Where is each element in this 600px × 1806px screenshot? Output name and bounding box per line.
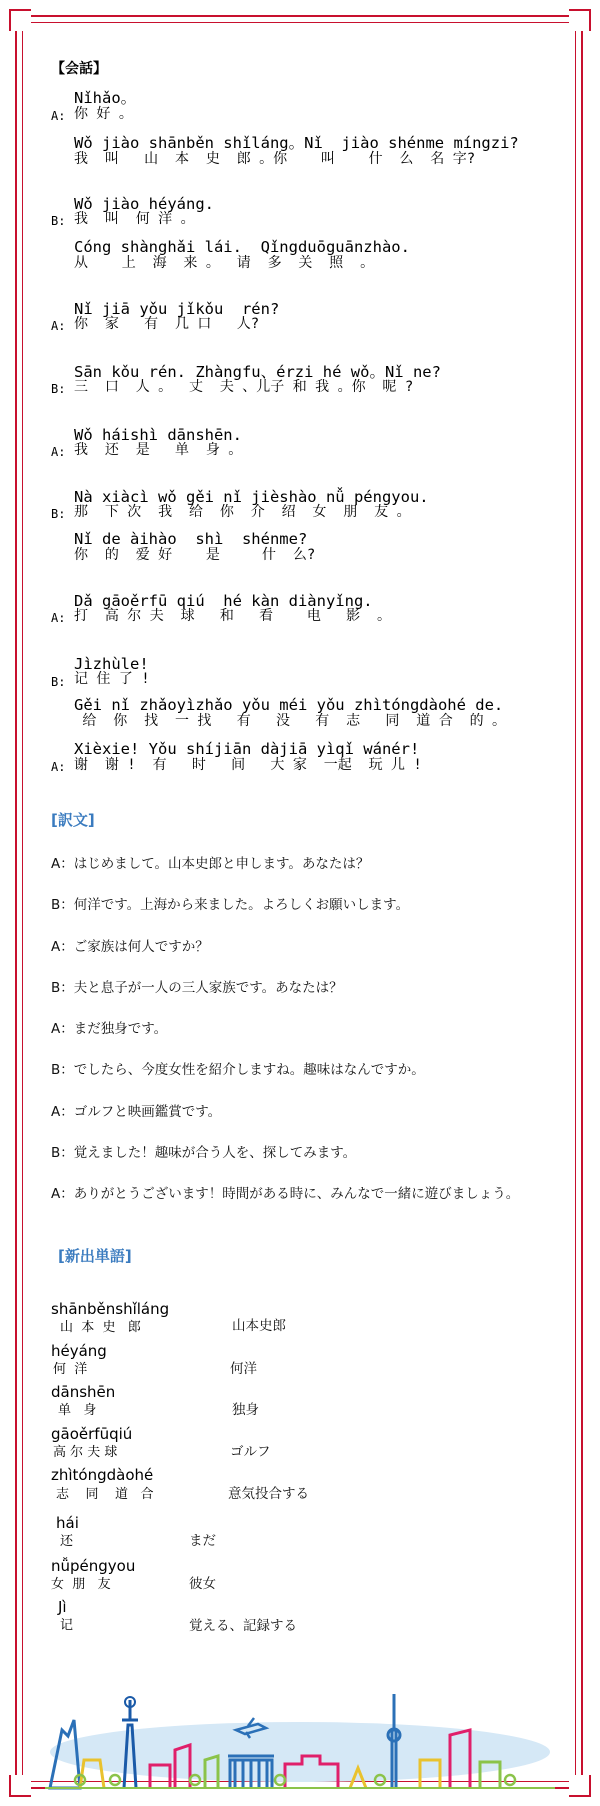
vocab-meaning: 覚える、記録する (189, 1618, 297, 1634)
translation-line: A：ご家族は何人ですか？ (51, 939, 209, 955)
vocab-hanzi: 何 洋 (53, 1362, 88, 1377)
hanzi-line: 那 下 次 我 给 你 介 绍 女 朋 友 。 (74, 504, 411, 520)
speaker-label: B: (51, 507, 66, 521)
pinyin-line: Nà xiàcì wǒ gěi nǐ jièshào nǚ péngyou. (74, 488, 429, 506)
pinyin-line: Nǐhǎo。 (74, 89, 137, 107)
translation-line: B：覚えました！趣味が合う人を、探してみます。 (51, 1145, 357, 1161)
gate-icon (228, 1756, 274, 1788)
vocab-hanzi: 还 (60, 1534, 74, 1549)
pinyin-line: Gěi nǐ zhǎoyìzhǎo yǒu méi yǒu zhìtóngdàohé de. (74, 696, 504, 714)
vocab-hanzi: 女 朋 友 (51, 1577, 111, 1592)
speaker-label: A: (51, 611, 66, 625)
city-skyline-illustration (40, 1690, 560, 1790)
vocab-meaning: 山本史郎 (232, 1318, 286, 1334)
vocab-meaning: 彼女 (189, 1576, 216, 1592)
vocab-meaning: まだ (189, 1533, 216, 1549)
translation-line: A：ありがとうございます！時間がある時に、みんなで一緒に遊びましょう。 (51, 1186, 520, 1202)
hanzi-line: 我 叫 何 洋 。 (74, 211, 195, 227)
hanzi-line: 我 还 是 单 身 。 (74, 442, 243, 458)
vocab-pinyin: hái (56, 1514, 79, 1532)
hanzi-line: 给 你 找 一 找 有 没 有 志 同 道 合 的 。 (74, 713, 507, 729)
translation-line: B：夫と息子が一人の三人家族です。あなたは？ (51, 980, 343, 996)
vocab-pinyin: zhìtóngdàohé (51, 1466, 154, 1484)
vocab-pinyin: nǚpéngyou (51, 1557, 136, 1575)
pinyin-line: Nǐ de àihào shì shénme? (74, 530, 308, 548)
corner-ornament (9, 1775, 31, 1797)
hanzi-line: 从 上 海 来 。 请 多 关 照 。 (74, 255, 375, 271)
speaker-label: B: (51, 214, 66, 228)
pinyin-line: Cóng shànghǎi lái. Qǐngduōguānzhào. (74, 238, 410, 256)
hanzi-line: 谢 谢 ! 有 时 间 大 家 一起 玩 儿 ! (74, 757, 422, 773)
pinyin-line: Nǐ jiā yǒu jǐkǒu rén? (74, 300, 280, 318)
translation-line: A：はじめまして。山本史郎と申します。あなたは？ (51, 856, 370, 872)
hanzi-line: 你 好 。 (74, 106, 133, 122)
tree-icon (110, 1775, 120, 1785)
pinyin-line: Wǒ jiào héyáng. (74, 195, 214, 213)
speaker-label: B: (51, 382, 66, 396)
speaker-label: A: (51, 319, 66, 333)
vocab-pinyin: dānshēn (51, 1383, 116, 1401)
vocab-hanzi: 高 尔 夫 球 (53, 1445, 118, 1460)
hanzi-line: 记 住 了 ! (74, 671, 150, 687)
vocab-hanzi: 记 (60, 1618, 74, 1633)
vocab-meaning: 意気投合する (228, 1486, 309, 1502)
speaker-label: A: (51, 109, 66, 123)
vocab-hanzi: 志 同 道 合 (56, 1487, 154, 1502)
translation-heading: [訳文] (51, 811, 95, 829)
translation-line: A：まだ独身です。 (51, 1021, 168, 1037)
translation-line: A：ゴルフと映画鑑賞です。 (51, 1104, 222, 1120)
vocab-pinyin: gāoěrfūqiú (51, 1425, 133, 1443)
vocab-hanzi: 单 身 (58, 1403, 97, 1418)
conversation-heading: 【会話】 (51, 61, 107, 77)
vocab-pinyin: shānběnshǐláng (51, 1300, 170, 1318)
hanzi-line: 三 口 人 。 丈 夫 、儿子 和 我 。你 呢 ? (74, 379, 414, 395)
pinyin-line: Dǎ gāoěrfū qiú hé kàn diànyǐng. (74, 592, 373, 610)
vocab-pinyin: Jì (58, 1598, 67, 1616)
vocab-pinyin: héyáng (51, 1342, 107, 1360)
pinyin-line: Jìzhùle! (74, 655, 149, 673)
vocab-meaning: ゴルフ (230, 1444, 271, 1460)
pinyin-line: Wǒ háishì dānshēn. (74, 426, 242, 444)
hanzi-line: 你 家 有 几 口 人? (74, 316, 260, 332)
corner-ornament (9, 9, 31, 31)
translation-line: B：何洋です。上海から来ました。よろしくお願いします。 (51, 897, 410, 913)
vocabulary-heading: [新出単語] (58, 1247, 132, 1265)
speaker-label: B: (51, 675, 66, 689)
corner-ornament (569, 9, 591, 31)
tree-icon (505, 1775, 515, 1785)
hanzi-line: 我 叫 山 本 史 郎 。你 叫 什 么 名 字? (74, 151, 476, 167)
pinyin-line: Sān kǒu rén. Zhàngfu、érzi hé wǒ。Nǐ ne? (74, 363, 441, 381)
translation-line: B：でしたら、今度女性を紹介しますね。趣味はなんですか。 (51, 1062, 425, 1078)
corner-ornament (569, 1775, 591, 1797)
speaker-label: A: (51, 760, 66, 774)
pinyin-line: Wǒ jiào shānběn shǐláng。Nǐ jiào shénme míngzi? (74, 134, 519, 152)
vocab-meaning: 独身 (232, 1402, 259, 1418)
vocab-hanzi: 山 本 史 郎 (60, 1320, 141, 1335)
hanzi-line: 打 高 尔 夫 球 和 看 电 影 。 (74, 608, 392, 624)
speaker-label: A: (51, 445, 66, 459)
vocab-meaning: 何洋 (230, 1361, 257, 1377)
pinyin-line: Xièxie! Yǒu shíjiān dàjiā yìqǐ wánér! (74, 740, 420, 758)
hanzi-line: 你 的 爱 好 是 什 么? (74, 547, 316, 563)
